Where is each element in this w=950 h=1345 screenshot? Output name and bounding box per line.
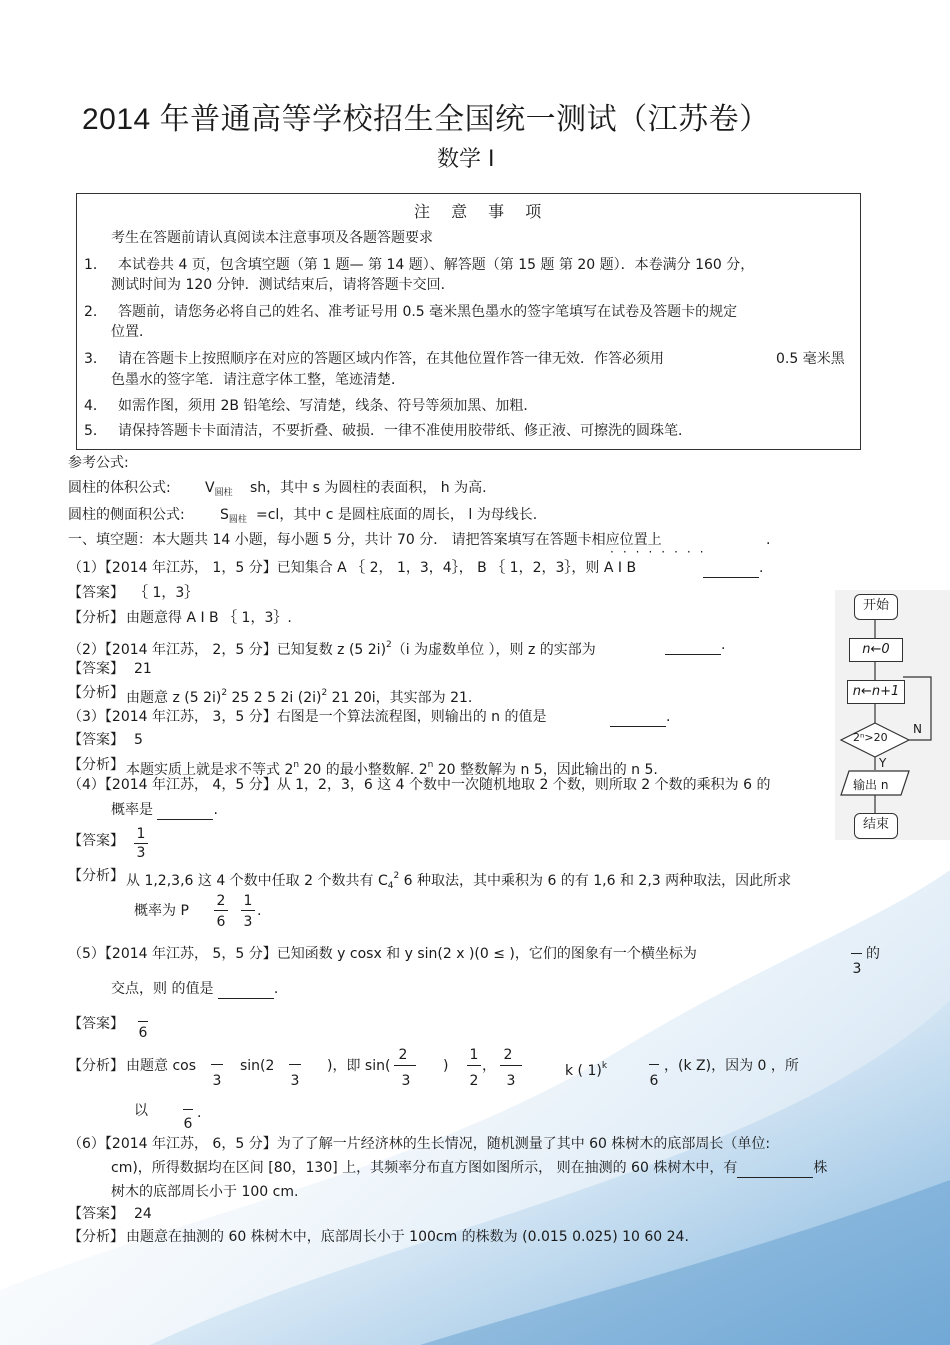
q5-n5: 2 — [503, 1047, 513, 1063]
q1-answer-label: 【答案】 — [68, 585, 124, 601]
q2-analysis-label: 【分析】 — [68, 685, 124, 701]
q5-a1-bar — [211, 1064, 223, 1065]
q4-end: . — [257, 903, 262, 919]
q5-answer-den: 6 — [138, 1025, 148, 1041]
q5-a4: ) — [443, 1058, 449, 1074]
q5-n4: 1 — [469, 1047, 479, 1063]
q5-a1: 由题意 cos — [126, 1058, 197, 1074]
q3-answer-label: 【答案】 — [68, 732, 124, 748]
notice-item-5-line1: 请保持答题卡卡面清洁，不要折叠、破损．一律不准使用胶带纸、修正液、可擦洗的圆珠笔． — [118, 423, 692, 439]
q1-answer: ｛ 1，3｝ — [134, 585, 199, 601]
q4-answer-num: 1 — [136, 826, 146, 842]
notice-item-2-num: 2． — [84, 304, 107, 320]
q5-a5: ， — [482, 1058, 496, 1074]
q6-analysis: 由题意在抽测的 60 株树木中，底部周长小于 100cm 的株数为 (0.015 0.025) 10 60 24. — [126, 1229, 689, 1245]
q4-p-den1: 6 — [216, 914, 226, 930]
q6-answer: 24 — [134, 1206, 152, 1222]
q4-prob-label: 概率为 P — [134, 903, 189, 919]
q1-analysis-label: 【分析】 — [68, 610, 124, 626]
page-title: 2014 年普通高等学校招生全国统一测试（江苏卷） — [82, 103, 770, 136]
q4-analysis-label: 【分析】 — [68, 868, 124, 884]
q5-a6: k ( 1)$^k$ — [565, 1061, 608, 1079]
q5-answer-bar — [138, 1021, 148, 1022]
q5-d8: 6 — [183, 1116, 193, 1132]
flowchart-end: 结束 — [854, 813, 898, 839]
q5-d1: 3 — [212, 1073, 222, 1089]
q5-a6-bar — [649, 1064, 659, 1065]
q2-answer: 21 — [134, 661, 152, 677]
notice-title: 注 意 事 项 — [414, 202, 550, 221]
q5-stem2: 交点，则 的值是 . — [111, 981, 279, 997]
q2-stem: （2）【2014 年江苏， 2，5 分】已知复数 z (5 2i)$^2$（i 为虚数单位 ），则 z 的实部为 — [68, 640, 596, 658]
q5-stem: （5）【2014 年江苏， 5，5 分】已知函数 y cosx 和 y sin(2 x )(0 ≤ )，它们的图象有一个横坐标为 — [68, 946, 697, 962]
flowchart-init: n←0 — [849, 638, 903, 662]
q4-stem2: 概率是 . — [111, 802, 218, 818]
q2-blank: . — [665, 636, 725, 655]
formula-heading: 参考公式: — [68, 455, 129, 471]
notice-item-3-line2: 色墨水的签字笔．请注意字体工整，笔迹清楚． — [111, 372, 405, 388]
q1-analysis: 由题意得 A I B ｛ 1，3｝. — [126, 610, 292, 626]
q5-a5-bar — [500, 1065, 522, 1066]
flowchart-condition: 2ⁿ>20 — [853, 731, 888, 744]
section-heading-end: . — [766, 532, 771, 548]
notice-item-5-num: 5． — [84, 423, 107, 439]
q5-d4: 2 — [469, 1073, 479, 1089]
flowchart-step: n←n+1 — [847, 680, 905, 704]
q6-stem2: cm)，所得数据均在区间 [80，130] 上，其频率分布直方图如图所示， 则在抽测的 60 株树木中，有 株 — [111, 1160, 828, 1176]
q6-analysis-label: 【分析】 — [68, 1229, 124, 1245]
q4-p-den2: 3 — [243, 914, 253, 930]
q5-frac-bar — [851, 953, 862, 954]
q5-analysis-label: 【分析】 — [68, 1058, 124, 1074]
flowchart-start: 开始 — [854, 594, 898, 620]
q5-stem-tail: 的 — [866, 946, 880, 962]
q5-a7: ，(k Z)，因为 0 ，所 — [664, 1058, 799, 1074]
q4-p-bar1 — [214, 910, 228, 911]
q2-analysis: 由题意 z (5 2i)$^2$ 25 2 5 2i $(2i)^2$ 21 20i，其实部为 21. — [126, 688, 473, 706]
q3-analysis-label: 【分析】 — [68, 757, 124, 773]
flowchart-connectors — [835, 590, 950, 840]
q5-a3: )，即 sin( — [327, 1058, 391, 1074]
q5-d5: 3 — [506, 1073, 516, 1089]
q2-answer-label: 【答案】 — [68, 661, 124, 677]
notice-item-2-line1: 答题前，请您务必将自己的姓名、准考证号用 0.5 毫米黑色墨水的签字笔填写在试卷及答题卡的规定 — [118, 304, 738, 320]
notice-item-1-num: 1． — [84, 257, 107, 273]
notice-item-4-num: 4． — [84, 398, 107, 414]
formula-side-rest: =cl，其中 c 是圆柱底面的周长， l 为母线长. — [256, 507, 538, 523]
q6-answer-label: 【答案】 — [68, 1206, 124, 1222]
algorithm-flowchart — [835, 590, 950, 840]
q3-answer: 5 — [134, 732, 143, 748]
q5-a3-bar — [394, 1065, 416, 1066]
formula-side-expr: $S_{圆柱}$ — [220, 507, 247, 525]
q5-d3: 3 — [401, 1073, 411, 1089]
q5-frac-den: 3 — [852, 961, 862, 977]
notice-item-4-line1: 如需作图，须用 2B 铅笔绘、写清楚，线条、符号等须加黑、加粗． — [118, 398, 538, 414]
notice-item-1-line1: 本试卷共 4 页，包含填空题（第 1 题— 第 14 题）、解答题（第 15 题 第 20 题）．本卷满分 160 分， — [118, 257, 755, 273]
q3-blank: . — [610, 708, 670, 727]
q6-stem: （6）【2014 年江苏， 6，5 分】为了了解一片经济林的生长情况，随机测量了其中 60 株树木的底部周长（单位: — [68, 1136, 771, 1152]
section-heading: 一、填空题：本大题共 14 小题，每小题 5 分，共计 70 分． 请把答案填写在答题卡相应位置上 — [68, 532, 662, 548]
q6-stem3: 树木的底部周长小于 100 cm. — [111, 1184, 299, 1200]
notice-item-3-line1b: 0.5 毫米黑 — [776, 351, 845, 367]
q5-a2: sin(2 — [240, 1058, 275, 1074]
flowchart-output: 输出 n — [853, 778, 889, 792]
notice-item-2-line2: 位置． — [111, 324, 153, 340]
q4-p-num1: 2 — [216, 893, 226, 909]
page-subtitle: 数学 Ⅰ — [437, 147, 495, 172]
emphasis-dots: ········ — [610, 545, 713, 559]
q3-stem: （3）【2014 年江苏， 3，5 分】右图是一个算法流程图，则输出的 n 的值是 — [68, 709, 547, 725]
notice-item-3-num: 3． — [84, 351, 107, 367]
notice-item-3-line1: 请在答题卡上按照顺序在对应的答题区域内作答，在其他位置作答一律无效．作答必须用 — [118, 351, 664, 367]
q1-stem: （1）【2014 年江苏， 1，5 分】已知集合 A ｛ 2， 1，3，4｝， B ｛ 1，2，3｝，则 A I B — [68, 560, 637, 576]
q5-d2: 3 — [290, 1073, 300, 1089]
q5-a8-bar — [183, 1109, 193, 1110]
notice-item-1-line2: 测试时间为 120 分钟．测试结束后，请将答题卡交回． — [111, 277, 455, 293]
formula-volume-expr: $V_{圆柱}$ — [205, 480, 233, 498]
q4-answer-label: 【答案】 — [68, 833, 124, 849]
formula-side-label: 圆柱的侧面积公式: — [68, 507, 185, 523]
flowchart-no-label: N — [913, 722, 922, 736]
q5-end: . — [197, 1105, 202, 1121]
q4-analysis: 从 1,2,3,6 这 4 个数中任取 2 个数共有 $C_4^2$ 6 种取法，其中乘积为 6 的有 1,6 和 2,3 两种取法，因此所求 — [126, 871, 792, 891]
q4-p-bar2 — [241, 910, 255, 911]
q5-answer-label: 【答案】 — [68, 1016, 124, 1032]
q1-blank: . — [703, 559, 763, 578]
q3-analysis: 本题实质上就是求不等式 2$^n$ 20 的最小整数解. 2$^n$ 20 整数解为 n 5，因此输出的 n 5. — [126, 760, 658, 778]
flowchart-yes-label: Y — [879, 756, 887, 770]
q4-p-num2: 1 — [243, 893, 253, 909]
notice-intro: 考生在答题前请认真阅读本注意事项及各题答题要求 — [111, 230, 433, 246]
q5-d6: 6 — [649, 1073, 659, 1089]
q4-stem: （4）【2014 年江苏， 4，5 分】从 1，2，3，6 这 4 个数中一次随机地取 2 个数，则所取 2 个数的乘积为 6 的 — [68, 777, 771, 793]
formula-volume-label: 圆柱的体积公式: — [68, 480, 171, 496]
q5-a8: 以 — [134, 1103, 148, 1119]
q5-n3: 2 — [398, 1047, 408, 1063]
q4-answer-bar — [134, 843, 148, 844]
q4-answer-den: 3 — [136, 845, 146, 861]
q5-a2-bar — [289, 1064, 301, 1065]
formula-volume-rest: sh，其中 s 为圆柱的表面积， h 为高. — [250, 480, 487, 496]
q5-a4-bar — [467, 1065, 481, 1066]
